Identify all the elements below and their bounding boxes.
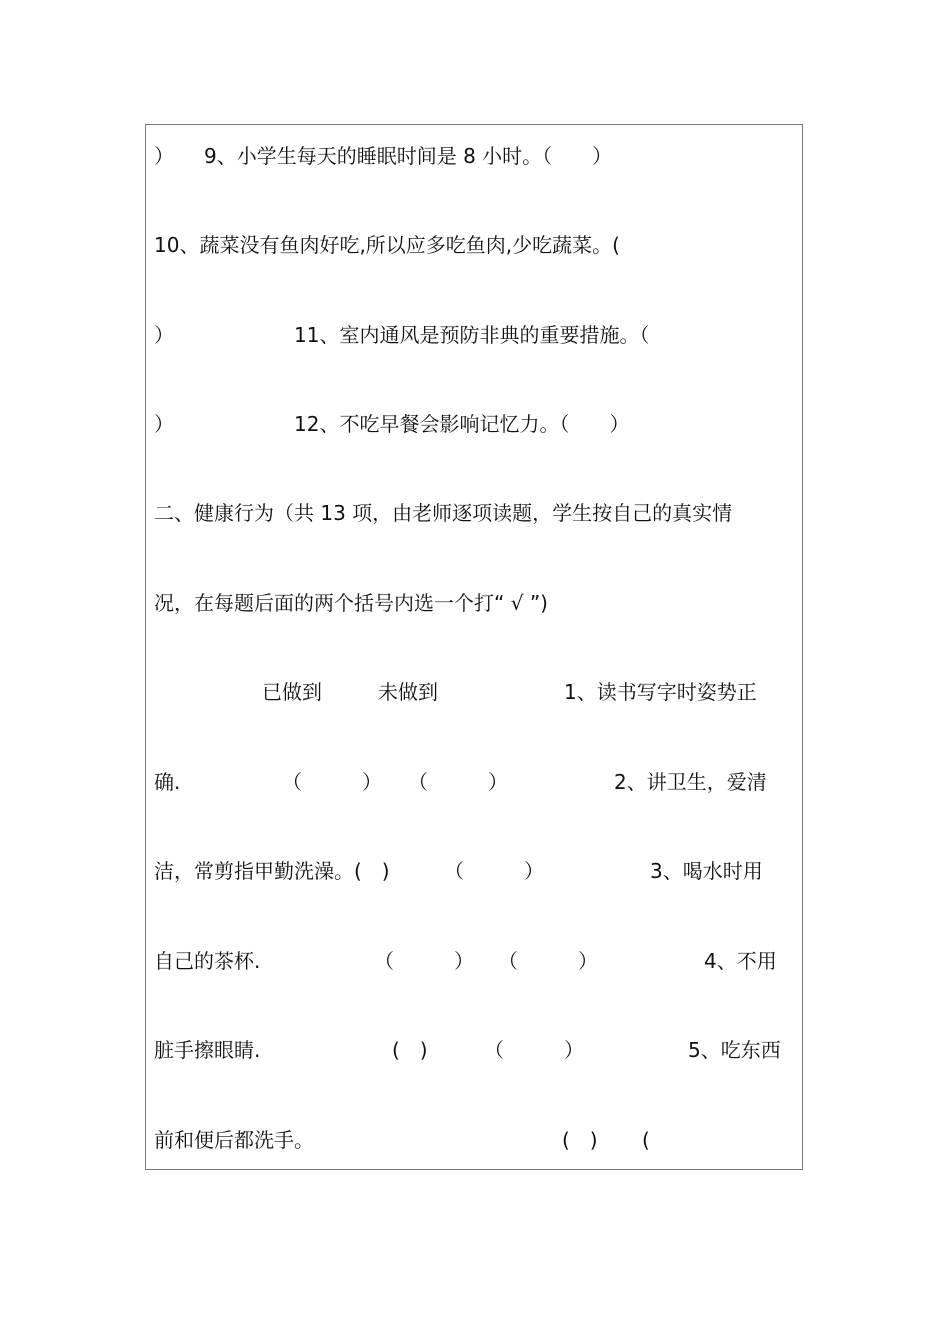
item-11-text: 11、室内通风是预防非典的重要措施。（ (294, 323, 650, 347)
item-11-line (154, 321, 794, 349)
item-9-line (154, 142, 794, 170)
behavior-4-not-done-paren: （ ） (484, 1038, 584, 1062)
behavior-2-text-end: 洁，常剪指甲勤洗澡。( ) (154, 859, 390, 883)
behavior-4-text-end: 脏手擦眼睛. (154, 1038, 261, 1062)
item-9-text: 9、小学生每天的睡眠时间是 8 小时。（ ） (204, 144, 613, 168)
section-heading-text-1: 二、健康行为（共 13 项，由老师逐项读题，学生按自己的真实情 (154, 501, 733, 525)
item-10-close-paren: ） (154, 323, 174, 347)
behavior-5-text-end: 前和便后都洗手。 (154, 1128, 314, 1152)
behavior-5-line (154, 1036, 794, 1064)
behavior-1-done-paren: （ ） (282, 770, 382, 794)
column-not-done-label: 未做到 (378, 680, 438, 704)
item-11-close-paren: ） (154, 412, 174, 436)
item-12-text: 12、不吃早餐会影响记忆力。（ ） (294, 412, 630, 436)
item-8-close-paren: ） (154, 144, 174, 168)
behavior-5-text: 5、吃东西 (688, 1038, 781, 1062)
behavior-3-text: 3、喝水时用 (650, 859, 763, 883)
behavior-4-done-paren: ( ) (392, 1038, 428, 1062)
behavior-5-not-done-paren: ( (642, 1128, 650, 1152)
behavior-4-text: 4、不用 (704, 949, 777, 973)
behavior-3-done-paren: （ ） (374, 949, 474, 973)
behavior-1-not-done-paren: （ ） (408, 770, 508, 794)
section-heading-line-2 (154, 589, 794, 617)
behavior-1-text: 1、读书写字时姿势正 (564, 680, 757, 704)
behavior-3-text-end: 自己的茶杯. (154, 949, 261, 973)
behavior-3-line (154, 857, 794, 885)
column-done-label: 已做到 (262, 680, 322, 704)
behavior-header-line (154, 678, 794, 706)
behavior-5-done-paren: ( ) (562, 1128, 598, 1152)
behavior-5-end-line (154, 1126, 794, 1154)
item-10-text: 10、蔬菜没有鱼肉好吃,所以应多吃鱼肉,少吃蔬菜。( (154, 233, 620, 257)
item-12-line (154, 410, 794, 438)
behavior-4-line (154, 947, 794, 975)
behavior-2-not-done-paren: （ ） (444, 859, 544, 883)
page-frame (145, 124, 803, 1170)
section-heading-text-2: 况，在每题后面的两个括号内选一个打“ √ ”) (154, 591, 548, 615)
behavior-2-text: 2、讲卫生，爱清 (614, 770, 767, 794)
section-heading-line-1 (154, 499, 794, 527)
behavior-3-not-done-paren: （ ） (498, 949, 598, 973)
behavior-1-text-end: 确. (154, 770, 181, 794)
behavior-2-line (154, 768, 794, 796)
item-10-line (154, 231, 794, 259)
